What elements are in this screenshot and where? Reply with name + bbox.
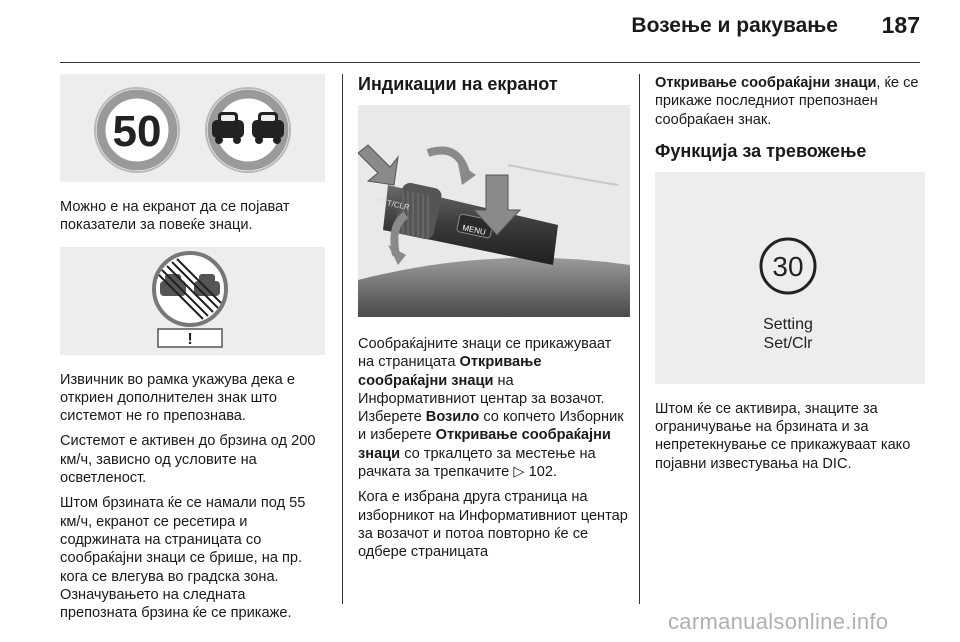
header-rule-1 (60, 62, 343, 63)
page-header (0, 0, 960, 62)
page-reference-icon: ▷ (513, 464, 525, 481)
speed-sign-30-icon (761, 239, 815, 293)
end-of-no-overtaking-sign-icon (154, 253, 226, 325)
menu-button-label: MENU (461, 223, 487, 237)
header-rule-2 (343, 62, 640, 63)
section-title: Возење и ракување (631, 14, 838, 37)
header-rule-3 (640, 62, 920, 63)
end-no-overtaking-illustration (60, 247, 325, 355)
column-divider-1 (342, 74, 343, 604)
paragraph-last-sign: Откривање сообраќајни знаци, ќе се прикаже последниот препознаен сообраќаен знак. (655, 75, 919, 128)
supplementary-sign-mark: ! (187, 330, 193, 348)
watermark-text: carmanualsonline.info (668, 609, 889, 634)
speed-limit-sign-icon (95, 88, 179, 172)
menu-path-traffic-sign: Откривање сообраќајни знаци (358, 354, 542, 389)
page-number: 187 (881, 12, 920, 38)
stalk-illustration (358, 105, 630, 317)
paragraph-popup-notifications: Штом ќе се активира, знаците за ограничување на брзината и за непретекнување се прикажуваат како појавни известувања на DIC. (655, 400, 911, 472)
display-set-clr-text: Set/Clr (763, 334, 813, 352)
menu-path-traffic-sign-2: Откривање сообраќајни знаци (358, 427, 611, 462)
turn-signal-stalk-icon (376, 181, 558, 265)
page-reference: 102. (528, 464, 558, 481)
paragraph-other-page: Кога е избрана друга страница на изборникот на Информативниот центар за возачот и потоа повторно ќе се одбере страницата (358, 489, 628, 561)
paragraph-multiple-signs: Можно е на екранот да се појават показатели за повеќе знаци. (60, 199, 290, 234)
signs-illustration (60, 74, 325, 182)
paragraph-system-active: Системот е активен до брзина од 200 км/ч, зависно од условите на осветленост. (60, 433, 316, 487)
heading-display-indications: Индикации на екранот (358, 74, 558, 94)
display-setting-text: Setting (763, 315, 813, 333)
column-left (60, 74, 325, 629)
paragraph-reset: Штом брзината ќе се намали под 55 км/ч, екранот се ресетира и содржината на страницата со сообраќајни знаци се брише, на пр. кога се влегува во градска зона. Означувањето на следната препозната брзина ќе се прикаже. (60, 495, 306, 622)
no-overtaking-sign-icon (206, 88, 290, 172)
press-arrow-icon (358, 145, 398, 185)
paragraph-exclamation: Извичник во рамка укажува дека е откриен дополнителен знак што системот не го препознава. (60, 371, 295, 425)
column-middle (358, 74, 630, 569)
dic-display-illustration (655, 172, 925, 384)
dashboard-surface (358, 258, 630, 317)
set-clr-wheel-label: SET/CLR (375, 196, 411, 212)
speed-limit-value: 50 (112, 107, 162, 156)
column-divider-2 (639, 74, 640, 604)
menu-path-vehicle: Возило (425, 409, 480, 426)
paragraph-sign-display: Сообраќајните знаци се прикажуваат на страницата Откривање сообраќајни знаци на Информативниот центар за возачот. Изберете Возило со копчето Изборник и изберете Откривање сообраќајни знаци со тркалцето за местење на рачката за трепкачите ▷ 102. (358, 336, 624, 481)
heading-warning-function: Функција за тревожење (655, 140, 867, 161)
column-right (655, 74, 925, 480)
display-speed-value: 30 (772, 250, 804, 282)
